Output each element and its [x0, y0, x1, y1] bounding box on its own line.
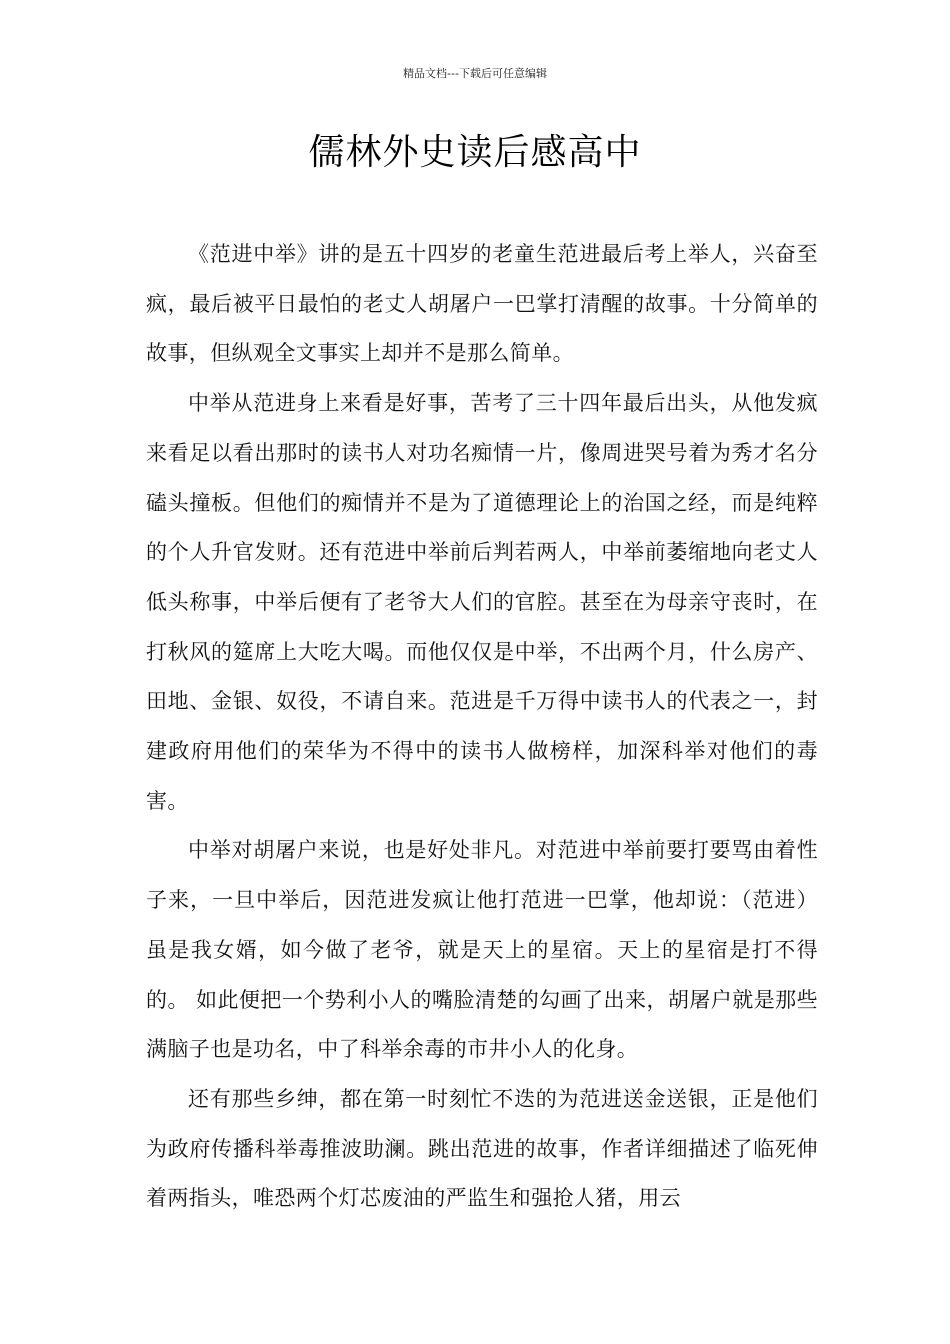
document-title: 儒林外史读后感高中 [308, 132, 642, 173]
page-header-note: 精品文档---下载后可任意编辑 [403, 67, 547, 80]
document-body [146, 230, 818, 1224]
body-paragraph-1: 《范进中举》讲的是五十四岁的老童生范进最后考上举人，兴奋至疯，最后被平日最怕的老丈人胡屠户一巴掌打清醒的故事。十分简单的故事，但纵观全文事实上却并不是那么简单。 [146, 242, 818, 366]
body-paragraph-4: 还有那些乡绅，都在第一时刻忙不迭的为范进送金送银，正是他们为政府传播科举毒推波助澜。跳出范进的故事，作者详细描述了临死伸着两指头，唯恐两个灯芯废油的严监生和强抢人猪，用云 [146, 1086, 818, 1211]
body-paragraph-2: 中举从范进身上来看是好事，苦考了三十四年最后出头，从他发疯来看足以看出那时的读书人对功名痴情一片，像周进哭号着为秀才名分磕头撞板。但他们的痴情并不是为了道德理论上的治国之经，而是纯粹的个人升官发财。还有范进中举前后判若两人，中举前萎缩地向老丈人低头称事，中举后便有了老爷大人们的官腔。甚至在为母亲守丧时，在打秋风的筵席上大吃大喝。而他仅仅是中举，不出两个月，什么房产、田地、金银、奴役，不请自来。范进是千万得中读书人的代表之一，封建政府用他们的荣华为不得中的读书人做榜样，加深科举对他们的毒害。 [146, 391, 818, 813]
body-paragraph-3: 中举对胡屠户来说，也是好处非凡。对范进中举前要打要骂由着性子来，一旦中举后，因范进发疯让他打范进一巴掌，他却说：（范进）虽是我女婿，如今做了老爷，就是天上的星宿。天上的星宿是打不得的。 如此便把一个势利小人的嘴脸清楚的勾画了出来，胡屠户就是那些满脑子也是功名，中了科举余毒的市井小人的化身。 [146, 838, 818, 1062]
